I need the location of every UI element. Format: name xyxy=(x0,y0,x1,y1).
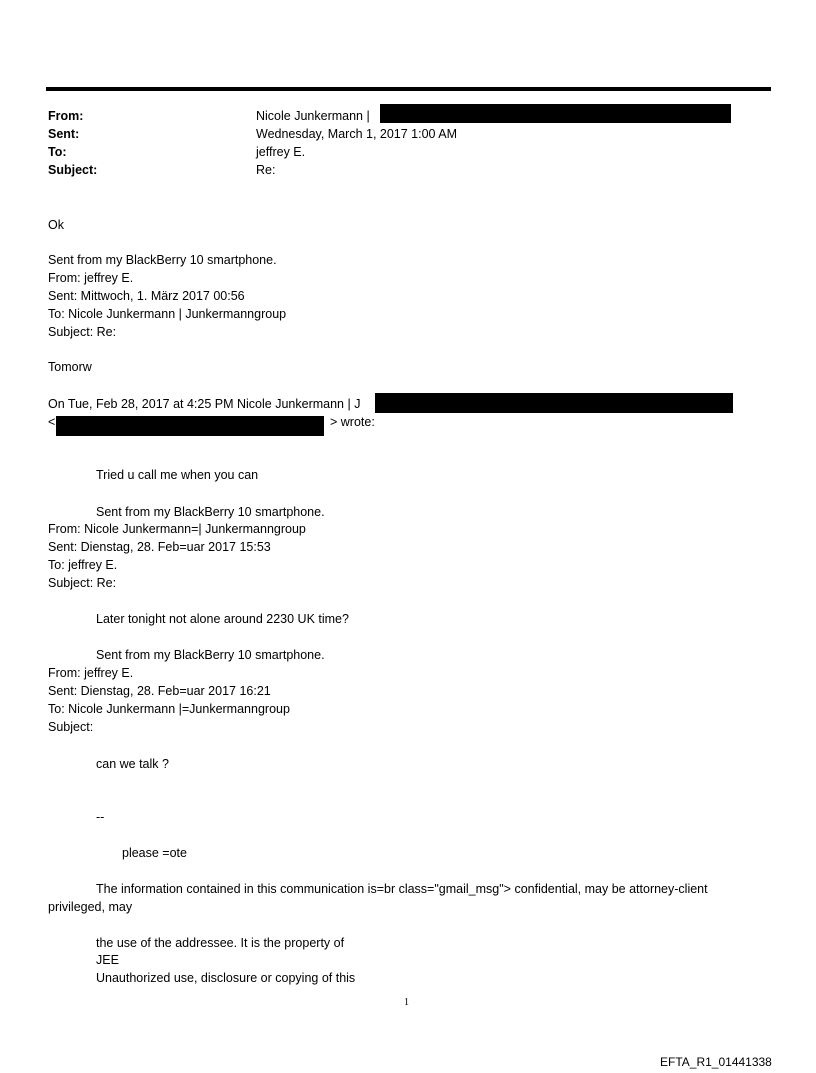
signature: Sent from my BlackBerry 10 smartphone. xyxy=(96,505,325,519)
to-label: To: xyxy=(48,145,67,159)
quoted-from: From: Nicole Junkermann=| Junkermanngroup xyxy=(48,522,306,536)
disclaimer-text: JEE xyxy=(96,953,119,967)
disclaimer-text: privileged, may xyxy=(48,900,133,914)
from-value: Nicole Junkermann | xyxy=(256,109,370,123)
quoted-from: From: jeffrey E. xyxy=(48,271,134,285)
header-rule xyxy=(46,87,771,91)
reply-text: Ok xyxy=(48,218,64,232)
redaction-block xyxy=(56,416,324,436)
signature: Sent from my BlackBerry 10 smartphone. xyxy=(96,648,325,662)
quoted-subject: Subject: Re: xyxy=(48,576,117,590)
disclaimer-heading: please =ote xyxy=(122,846,187,860)
quote-attribution: On Tue, Feb 28, 2017 at 4:25 PM Nicole Junkermann | J xyxy=(48,397,361,411)
quoted-subject: Subject: xyxy=(48,720,94,734)
quoted-from: From: jeffrey E. xyxy=(48,666,134,680)
signature: Sent from my BlackBerry 10 smartphone. xyxy=(48,253,277,267)
document-id: EFTA_R1_01441338 xyxy=(660,1055,772,1069)
redaction-block xyxy=(380,104,731,123)
to-value: jeffrey E. xyxy=(256,145,306,159)
disclaimer-text: Unauthorized use, disclosure or copying of this xyxy=(96,971,356,985)
page-number: 1 xyxy=(404,997,409,1008)
quote-attribution-lt: < xyxy=(48,415,56,429)
message-text: Later tonight not alone around 2230 UK time? xyxy=(96,612,349,626)
quoted-sent: Sent: Dienstag, 28. Feb=uar 2017 16:21 xyxy=(48,684,271,698)
redaction-block xyxy=(375,393,733,413)
from-label: From: xyxy=(48,109,84,123)
quoted-sent: Sent: Mittwoch, 1. März 2017 00:56 xyxy=(48,289,245,303)
sent-label: Sent: xyxy=(48,127,80,141)
quote-attribution-wrote: > wrote: xyxy=(330,415,375,429)
quoted-to: To: Nicole Junkermann |=Junkermanngroup xyxy=(48,702,290,716)
disclaimer-text: the use of the addressee. It is the property of xyxy=(96,936,345,950)
quoted-to: To: Nicole Junkermann | Junkermanngroup xyxy=(48,307,287,321)
quoted-to: To: jeffrey E. xyxy=(48,558,118,572)
subject-value: Re: xyxy=(256,163,276,177)
disclaimer-text: The information contained in this communication is=br class="gmail_msg"> confidential, may be attorney-client xyxy=(96,882,708,896)
message-text: can we talk ? xyxy=(96,757,169,771)
quoted-subject: Subject: Re: xyxy=(48,325,117,339)
message-text: Tried u call me when you can xyxy=(96,468,259,482)
signature-separator: -- xyxy=(96,810,105,824)
subject-label: Subject: xyxy=(48,163,98,177)
message-text: Tomorw xyxy=(48,360,92,374)
quoted-sent: Sent: Dienstag, 28. Feb=uar 2017 15:53 xyxy=(48,540,271,554)
sent-value: Wednesday, March 1, 2017 1:00 AM xyxy=(256,127,458,141)
